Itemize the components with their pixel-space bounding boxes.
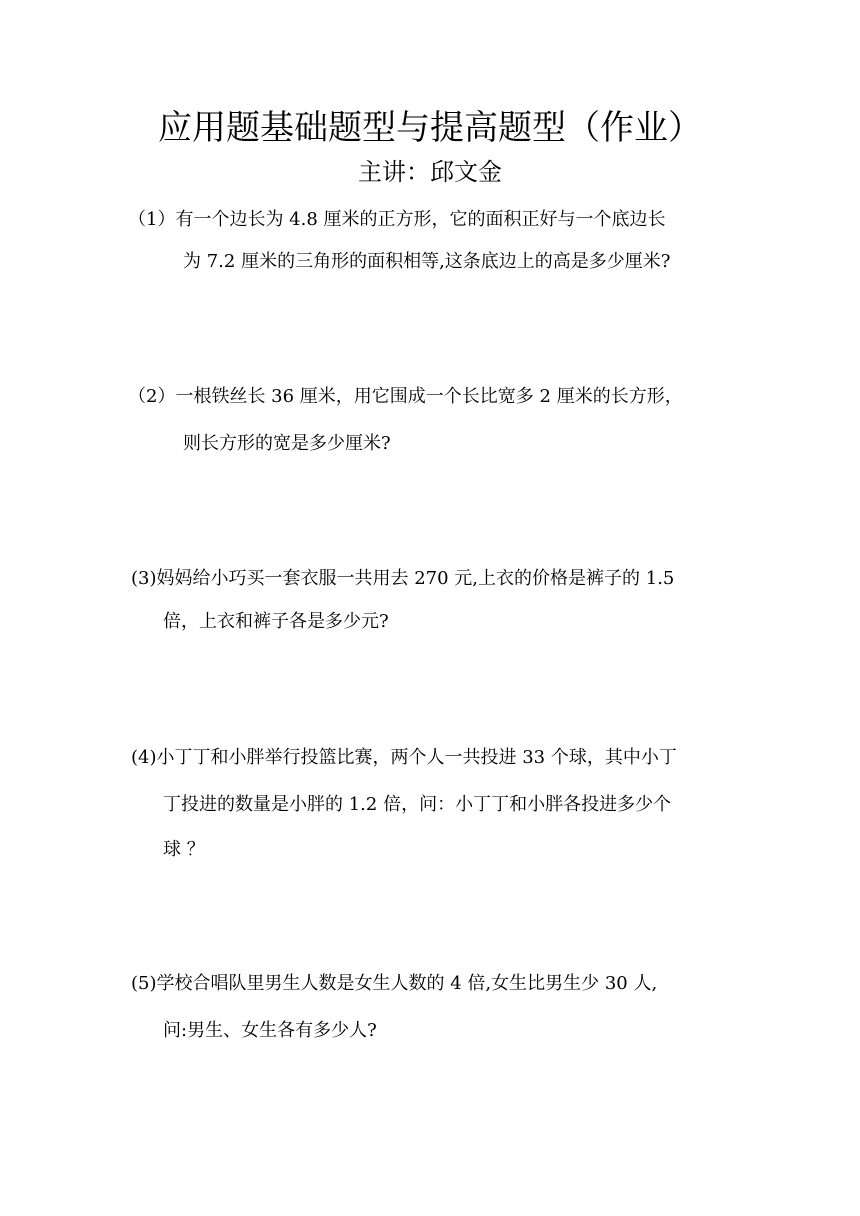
question-5-line-1: (5)学校合唱队里男生人数是女生人数的 4 倍,女生比男生少 30 人, — [131, 973, 658, 994]
question-3-line-2: 倍，上衣和裤子各是多少元? — [163, 611, 389, 632]
question-4-line-3: 球 ？ — [163, 839, 205, 860]
question-2-line-2: 则长方形的宽是多少厘米? — [183, 433, 391, 454]
question-2-line-1: （2）一根铁丝长 36 厘米，用它围成一个长比宽多 2 厘米的长方形， — [128, 386, 683, 407]
question-5-line-2: 问:男生、女生各有多少人? — [163, 1020, 377, 1041]
question-4-line-2: 丁投进的数量是小胖的 1.2 倍，问：小丁丁和小胖各投进多少个 — [163, 794, 672, 815]
question-3-line-1: (3)妈妈给小巧买一套衣服一共用去 270 元,上衣的价格是裤子的 1.5 — [131, 568, 675, 589]
document-title: 应用题基础题型与提高题型（作业） — [158, 108, 702, 148]
question-4-line-1: (4)小丁丁和小胖举行投篮比赛，两个人一共投进 33 个球，其中小丁 — [131, 747, 677, 768]
question-1-line-2: 为 7.2 厘米的三角形的面积相等,这条底边上的高是多少厘米? — [183, 251, 671, 272]
question-1-line-1: （1）有一个边长为 4.8 厘米的正方形，它的面积正好与一个底边长 — [128, 209, 666, 230]
document-subtitle: 主讲：邱文金 — [358, 158, 502, 186]
